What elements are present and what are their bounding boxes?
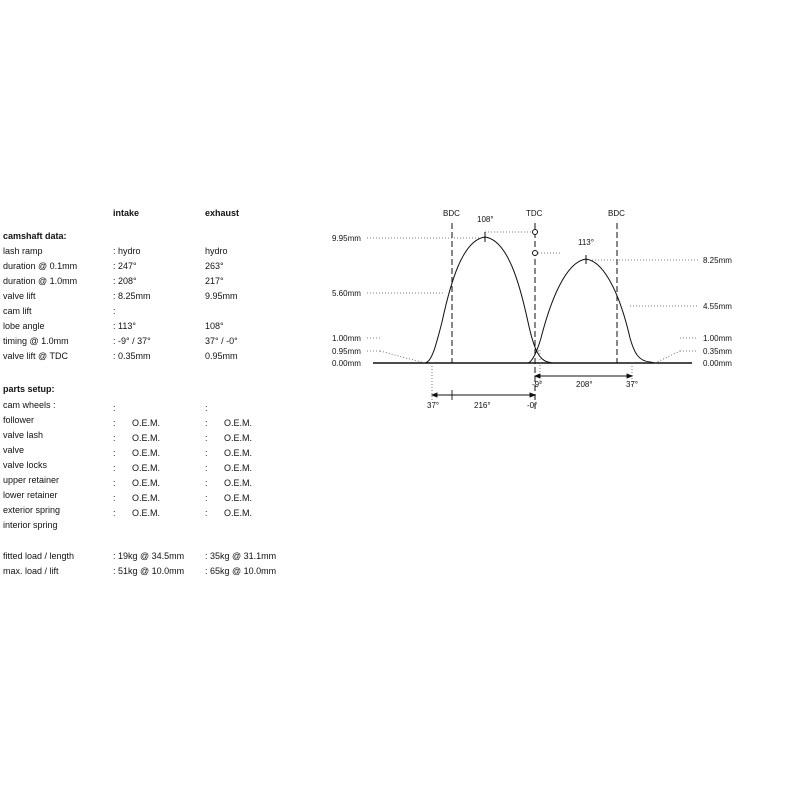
camshaft-row-intake: : 8.25mm: [113, 291, 151, 301]
dim-exhaust-open: 37°: [427, 401, 440, 410]
parts-row-intake-colon: :: [113, 478, 116, 488]
leader-ramp-right: [655, 351, 680, 363]
parts-row-intake-colon: :: [113, 463, 116, 473]
dim-intake-open: -9°: [532, 380, 543, 389]
right-level-455: 4.55mm: [703, 302, 732, 311]
camshaft-row-label: lobe angle: [3, 321, 45, 331]
springs-row-intake: : 19kg @ 34.5mm: [113, 551, 185, 561]
camshaft-row-exhaust: 217°: [205, 276, 224, 286]
camshaft-row-label: valve lift @ TDC: [3, 351, 68, 361]
parts-row-exhaust: O.E.M.: [224, 418, 253, 428]
camshaft-row-intake: : 0.35mm: [113, 351, 151, 361]
springs-row-intake: : 51kg @ 10.0mm: [113, 566, 185, 576]
dim-exhaust-close: -0°: [527, 401, 538, 410]
exhaust-arrow-right-head: [530, 393, 535, 397]
parts-row-intake-colon: :: [113, 448, 116, 458]
camshaft-row-label: duration @ 0.1mm: [3, 261, 78, 271]
left-level-995: 9.95mm: [332, 234, 361, 243]
parts-row-intake: O.E.M.: [132, 508, 161, 518]
camshaft-row-exhaust: 263°: [205, 261, 224, 271]
camshaft-row-label: valve lift: [3, 291, 36, 301]
parts-row-exhaust-colon: :: [205, 403, 208, 413]
camshaft-row-exhaust: 0.95mm: [205, 351, 238, 361]
camshaft-row-exhaust: 37° / -0°: [205, 336, 238, 346]
tdc-circle-intake: [533, 251, 538, 256]
parts-row-label: cam wheels :: [3, 400, 56, 410]
parts-row-exhaust-colon: :: [205, 478, 208, 488]
parts-row-intake: O.E.M.: [132, 418, 161, 428]
parts-row-label: lower retainer: [3, 490, 58, 500]
intake-header: intake: [113, 208, 140, 218]
camshaft-row-intake: : hydro: [113, 246, 141, 256]
camshaft-row-exhaust: 108°: [205, 321, 224, 331]
springs-row-label: max. load / lift: [3, 566, 59, 576]
camshaft-row-intake: :: [113, 306, 116, 316]
parts-row-exhaust: O.E.M.: [224, 493, 253, 503]
parts-row-exhaust-colon: :: [205, 508, 208, 518]
parts-row-label: exterior spring: [3, 505, 61, 515]
tdc-circle-exhaust: [533, 230, 538, 235]
parts-row-label: interior spring: [3, 520, 58, 530]
parts-row-exhaust-colon: :: [205, 433, 208, 443]
camshaft-row-intake: : 113°: [113, 321, 136, 331]
springs-row-exhaust: : 65kg @ 10.0mm: [205, 566, 277, 576]
exhaust-lift-curve: [425, 237, 552, 363]
camshaft-row-exhaust: 9.95mm: [205, 291, 238, 301]
parts-row-intake: O.E.M.: [132, 478, 161, 488]
camshaft-row-intake: : 247°: [113, 261, 137, 271]
parts-row-intake-colon: :: [113, 508, 116, 518]
intake-arrow-left-head: [535, 374, 540, 378]
right-level-000: 0.00mm: [703, 359, 732, 368]
left-level-095: 0.95mm: [332, 347, 361, 356]
left-level-100: 1.00mm: [332, 334, 361, 343]
bdc-left-label: BDC: [443, 209, 460, 218]
parts-row-exhaust-colon: :: [205, 463, 208, 473]
parts-row-label: valve lash: [3, 430, 44, 440]
camshaft-row-label: duration @ 1.0mm: [3, 276, 78, 286]
camshaft-row-label: timing @ 1.0mm: [3, 336, 69, 346]
camshaft-title: camshaft data:: [3, 231, 67, 241]
right-level-100: 1.00mm: [703, 334, 732, 343]
parts-row-intake-colon: :: [113, 493, 116, 503]
camshaft-row-intake: : -9° / 37°: [113, 336, 151, 346]
parts-row-intake: O.E.M.: [132, 433, 161, 443]
springs-row-label: fitted load / length: [3, 551, 75, 561]
parts-row-intake: O.E.M.: [132, 448, 161, 458]
right-level-825: 8.25mm: [703, 256, 732, 265]
bdc-right-label: BDC: [608, 209, 625, 218]
parts-row-intake-colon: :: [113, 418, 116, 428]
parts-row-exhaust: O.E.M.: [224, 433, 253, 443]
intake-arrow-right-head: [627, 374, 632, 378]
camshaft-row-intake: : 208°: [113, 276, 137, 286]
exhaust-peak-label: 108°: [477, 215, 494, 224]
parts-row-label: valve: [3, 445, 25, 455]
parts-row-intake-colon: :: [113, 403, 116, 413]
parts-row-intake: O.E.M.: [132, 493, 161, 503]
parts-row-exhaust-colon: :: [205, 418, 208, 428]
dim-intake-close: 37°: [626, 380, 639, 389]
exhaust-arrow-left-head: [432, 393, 437, 397]
intake-lift-curve: [528, 259, 655, 363]
parts-row-label: follower: [3, 415, 35, 425]
leader-ramp-left: [380, 351, 425, 363]
intake-peak-label: 113°: [578, 238, 594, 247]
parts-row-exhaust: O.E.M.: [224, 478, 253, 488]
dim-exhaust-span: 216°: [474, 401, 491, 410]
springs-row-exhaust: : 35kg @ 31.1mm: [205, 551, 277, 561]
parts-row-exhaust-colon: :: [205, 448, 208, 458]
parts-row-exhaust: O.E.M.: [224, 508, 253, 518]
right-level-035: 0.35mm: [703, 347, 732, 356]
left-level-000: 0.00mm: [332, 359, 361, 368]
parts-row-exhaust: O.E.M.: [224, 448, 253, 458]
parts-row-label: upper retainer: [3, 475, 60, 485]
camshaft-row-label: lash ramp: [3, 246, 43, 256]
parts-row-exhaust-colon: :: [205, 493, 208, 503]
parts-title: parts setup:: [3, 384, 55, 394]
camshaft-row-exhaust: hydro: [205, 246, 228, 256]
tdc-label: TDC: [526, 209, 543, 218]
camshaft-row-label: cam lift: [3, 306, 32, 316]
parts-row-label: valve locks: [3, 460, 48, 470]
parts-row-intake: O.E.M.: [132, 463, 161, 473]
dim-intake-span: 208°: [576, 380, 593, 389]
left-level-560: 5.60mm: [332, 289, 361, 298]
parts-row-intake-colon: :: [113, 433, 116, 443]
parts-row-exhaust: O.E.M.: [224, 463, 253, 473]
exhaust-header: exhaust: [205, 208, 240, 218]
